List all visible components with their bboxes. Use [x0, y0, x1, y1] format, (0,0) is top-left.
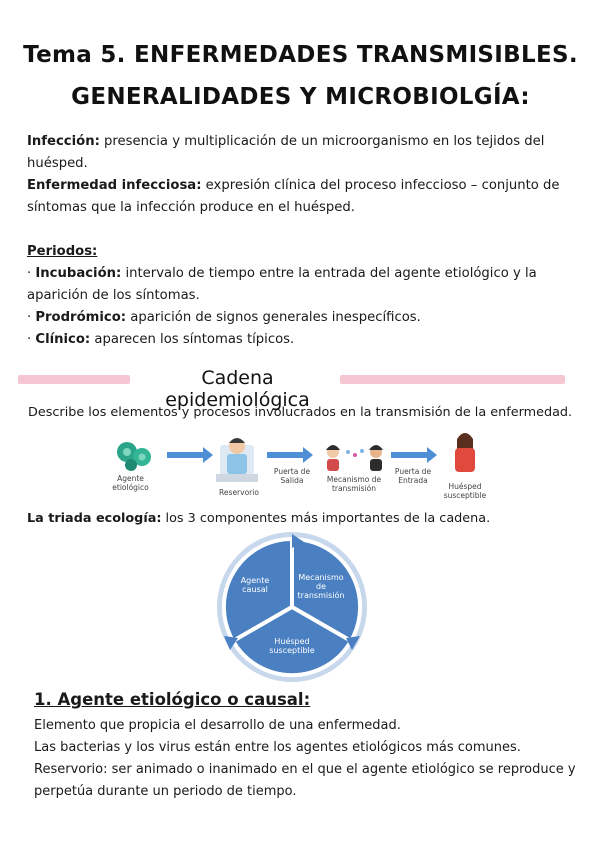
periodos-heading: Periodos: — [27, 244, 98, 259]
section1-line-1: Elemento que propicia el desarrollo de una enfermedad. — [34, 718, 401, 733]
transmission-icon — [326, 445, 383, 471]
section1-line-2: Las bacterias y los virus están entre los agentes etiológicos más comunes. — [34, 740, 521, 755]
section-title-cadena: Cadena epidemiológica — [165, 367, 310, 411]
infeccion-text: presencia y multiplicación de un microorganismo en los tejidos del huésped. — [27, 134, 545, 171]
flow-label-reservorio: Reservorio — [219, 488, 259, 497]
host-person-icon — [455, 433, 475, 472]
triada-label: La triada ecología: — [27, 511, 162, 526]
cycle-label-mecanismo: Mecanismo de transmisión — [297, 573, 345, 600]
flow-arrow-3 — [391, 447, 437, 463]
page-title-line-1: Tema 5. ENFERMEDADES TRANSMISIBLES. — [23, 42, 578, 68]
section-divider-left — [18, 375, 130, 384]
enfermedad-text: expresión clínica del proceso infeccioso – conjunto de síntomas que la infección produce en el huésped. — [27, 178, 560, 215]
cycle-label-agente: Agente causal — [240, 576, 270, 594]
periodo-incubacion: · Incubación: intervalo de tiempo entre la entrada del agente etiológico y la aparición de los síntomas. — [27, 266, 537, 303]
cadena-description: Describe los elementos y procesos involucrados en la transmisión de la enfermedad. — [28, 405, 573, 420]
periodo-prodromico: · Prodrómico: aparición de signos generales inespecíficos. — [27, 310, 421, 325]
infeccion-label: Infección: — [27, 134, 100, 149]
enfermedad-label: Enfermedad infecciosa: — [27, 178, 202, 193]
flow-arrow-2 — [267, 447, 313, 463]
triada-text: La triada ecología: los 3 componentes más importantes de la cadena. — [27, 511, 491, 526]
flow-arrow-1 — [167, 447, 213, 463]
definition-infeccion — [27, 131, 577, 175]
section1-heading: 1. Agente etiológico o causal: — [34, 690, 311, 709]
patient-icon — [216, 438, 258, 482]
triad-cycle-diagram — [200, 532, 385, 687]
periodo-clinico: · Clínico: aparecen los síntomas típicos. — [27, 332, 295, 347]
flow-label-salida: Puerta de Salida — [273, 467, 311, 485]
page-title-line-2: GENERALIDADES Y MICROBIOLGÍA: — [71, 84, 530, 110]
flow-label-entrada: Puerta de Entrada — [394, 467, 432, 485]
flow-label-huesped: Huésped susceptible — [443, 482, 487, 500]
definition-enfermedad — [27, 175, 577, 219]
germ-icon — [117, 442, 151, 471]
section-divider-right — [340, 375, 565, 384]
flow-label-mecanismo: Mecanismo de transmisión — [326, 475, 382, 493]
section1-line-3: Reservorio: ser animado o inanimado en el que el agente etiológico se reproduce y perpetúa durante un periodo de tiempo. — [34, 762, 576, 799]
flow-label-agente: Agente etiológico — [112, 474, 149, 492]
cycle-label-huesped: Huésped susceptible — [269, 637, 315, 655]
